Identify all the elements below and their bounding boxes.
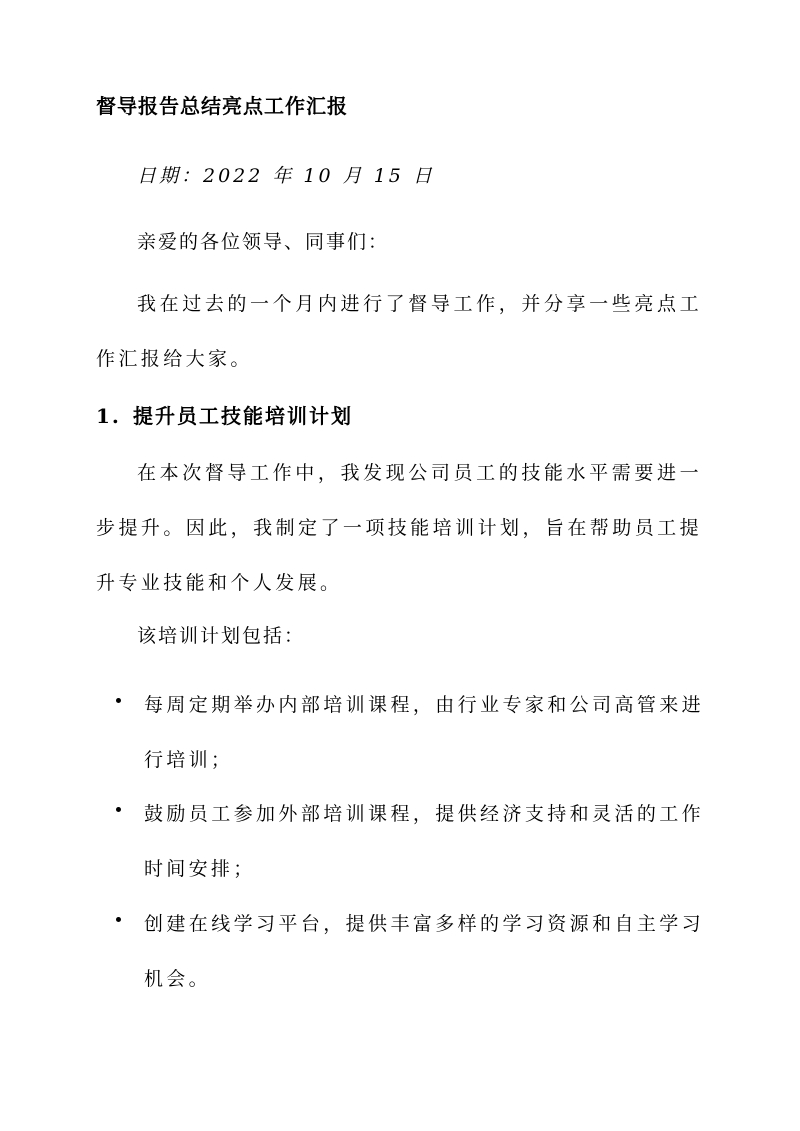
section-paragraph: 在本次督导工作中，我发现公司员工的技能水平需要进一步提升。因此，我制定了一项技能培训计划，旨在帮助员工提升专业技能和个人发展。	[96, 462, 702, 594]
bullet-icon	[116, 807, 121, 812]
section-number: 1.	[96, 404, 121, 428]
greeting: 亲爱的各位领导、同事们：	[137, 231, 390, 253]
intro-paragraph: 我在过去的一个月内进行了督导工作，并分享一些亮点工作汇报给大家。	[96, 293, 702, 370]
document-title: 督导报告总结亮点工作汇报	[96, 94, 348, 118]
section-heading-text: 提升员工技能培训计划	[133, 404, 353, 428]
list-item-text: 鼓励员工参加外部培训课程，提供经济支持和灵活的工作时间安排；	[144, 803, 704, 880]
bullet-icon	[116, 698, 121, 703]
bullet-icon	[116, 917, 121, 922]
section-heading	[96, 400, 353, 429]
list-intro: 该培训计划包括：	[137, 625, 306, 647]
list-item-text: 每周定期举办内部培训课程，由行业专家和公司高管来进行培训；	[144, 694, 704, 771]
report-date: 日期：2022 年 10 月 15 日	[137, 165, 435, 187]
list-item-text: 创建在线学习平台，提供丰富多样的学习资源和自主学习机会。	[144, 913, 704, 990]
